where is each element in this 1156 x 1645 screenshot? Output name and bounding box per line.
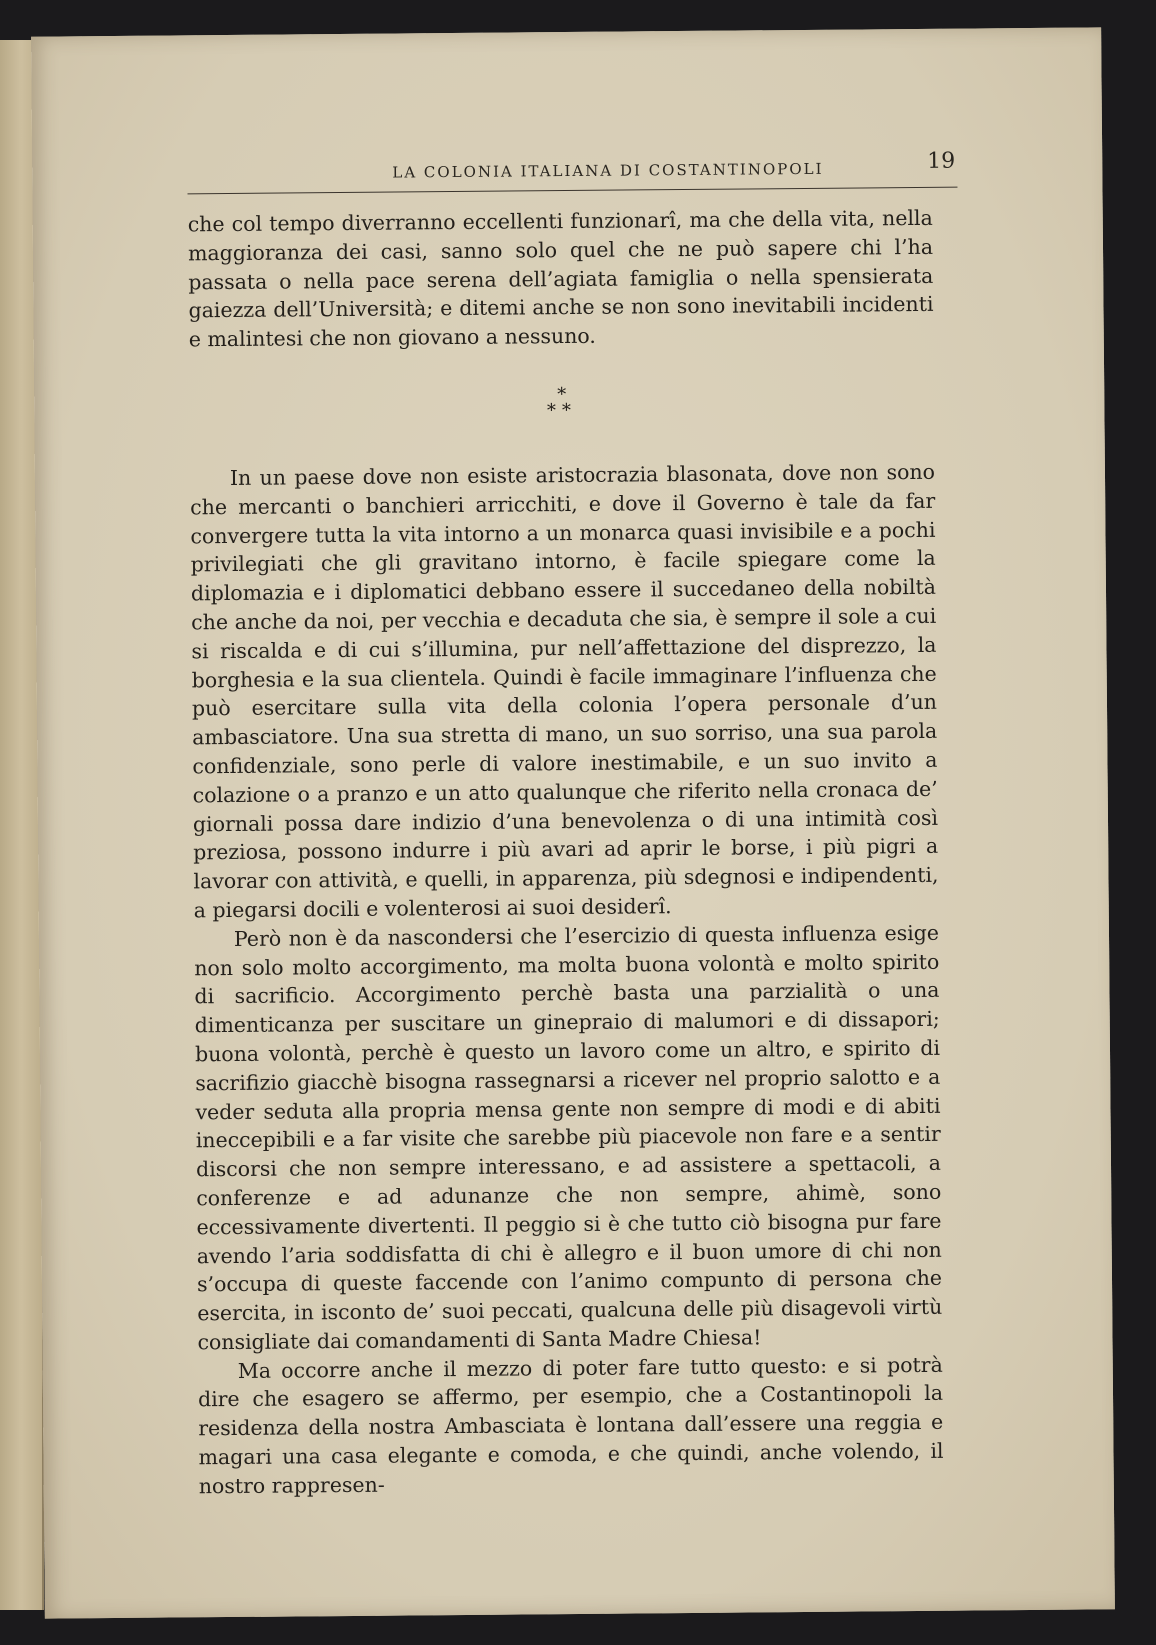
running-title: LA COLONIA ITALIANA DI COSTANTINOPOLI: [392, 159, 824, 182]
book-page: [31, 27, 1115, 1618]
asterism-bottom: **: [546, 399, 577, 422]
paragraph: Però non è da nascondersi che l’esercizio di questa influenza esige non solo molto accorgimento, ma molta buona volontà e molto spirito di sacrificio. Accorgimento perchè basta una parzialità o una dimenticanza per suscitare un ginepraio di malumori e di dissapori; buona volontà, perchè è questo un lavoro come un altro, e spirito di sacrifizio giacchè bisogna rassegnarsi a ricever nel proprio salotto e a veder seduta alla propria mensa gente non sempre di modi e di abiti ineccepibili e a far visite che sarebbe più piacevole non fare e a sentir discorsi che non sempre interessano, e ad assistere a spettacoli, a conferenze e ad adunanze che non sempre, ahimè, sono eccessivamente divertenti. Il peggio si è che tutto ciò bisogna pur fare avendo l’aria soddisfatta di chi è allegro e il buon umore di chi non s’occupa di queste faccende con l’animo compunto di persona che esercita, in isconto de’ suoi peccati, qualcuna delle più disagevoli virtù consigliate dai comandamenti di Santa Madre Chiesa!: [194, 920, 943, 1355]
page-number: 19: [927, 148, 956, 174]
section-asterism: [189, 384, 934, 423]
paragraph-continued: che col tempo diverranno eccellenti funzionarî, ma che della vita, nella maggioranza dei casi, sanno solo quel che ne può sapere chi l’ha passata o nella pace serena dell’agiata famiglia o nella spensierata gaiezza dell’Università; e ditemi anche se non sono inevitabili incidenti e malintesi che non giovano a nessuno.: [187, 205, 934, 352]
page-header: [187, 148, 957, 195]
asterism-top: *: [557, 384, 567, 406]
body-text: [188, 204, 944, 1501]
paragraph: Ma occorre anche il mezzo di poter fare tutto questo: e si potrà dire che esagero se affermo, per esempio, che a Costantinopoli la residenza della nostra Ambasciata è lontana dall’essere una reggia e magari una casa elegante e comoda, e che quindi, anche volendo, il nostro rappresen-: [197, 1352, 944, 1499]
paragraph: In un paese dove non esiste aristocrazia blasonata, dove non sono che mercanti o banchieri arricchiti, e dove il Governo è tale da far convergere tutta la vita intorno a un monarca quasi invisibile e a pochi privilegiati che gli gravitano intorno, è facile spiegare come la diplomazia e i diplomatici debbano essere il succedaneo della nobiltà che anche da noi, per vecchia e decaduta che sia, è sempre il sole a cui si riscalda e di cui s’illumina, pur nell’affettazione del disprezzo, la borghesia e la sua clientela. Quindi è facile immaginare l’influenza che può esercitare sulla vita della colonia l’opera personale d’un ambasciatore. Una sua stretta di mano, un suo sorriso, una sua parola confidenziale, sono perle di valore inestimabile, e un suo invito a colazione o a pranzo e un atto qualunque che riferito nella cronaca de’ giornali possa dare indizio d’una benevolenza o di una intimità così preziosa, possono indurre i più avari ad aprir le borse, i più pigri a lavorar con attività, e quelli, in apparenza, più sdegnosi e indipendenti, a piegarsi docili e volenterosi ai suoi desiderî.: [190, 459, 939, 923]
